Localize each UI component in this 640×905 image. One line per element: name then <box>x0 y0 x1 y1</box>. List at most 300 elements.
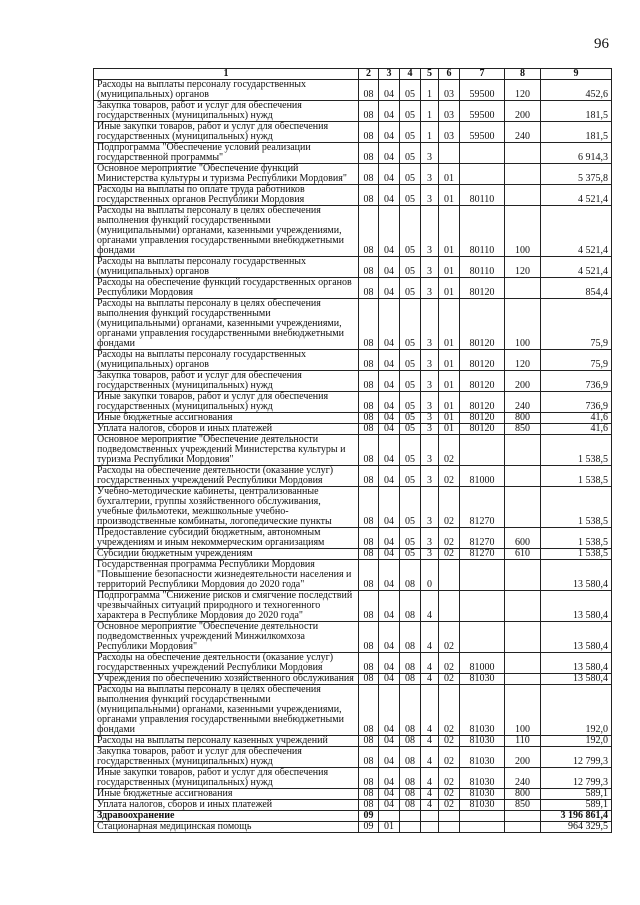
activity-cell: 01 <box>439 206 460 257</box>
activity-cell: 02 <box>439 435 460 466</box>
subsection-cell: 04 <box>379 143 400 164</box>
activity-cell: 02 <box>439 653 460 674</box>
activity-cell: 01 <box>439 392 460 413</box>
section-cell: 08 <box>359 299 379 350</box>
expense-type-cell: 100 <box>505 685 541 736</box>
expense-type-cell <box>505 164 541 185</box>
row-name-cell: Расходы на выплаты персоналу казенных учреждений <box>94 736 359 747</box>
subsection-cell: 04 <box>379 392 400 413</box>
subsection-cell: 04 <box>379 278 400 299</box>
amount-cell: 41,6 <box>541 424 612 435</box>
expense-type-cell: 120 <box>505 80 541 101</box>
program-cell: 05 <box>400 278 421 299</box>
subprogram-cell: 3 <box>421 206 439 257</box>
row-name-cell: Расходы на выплаты персоналу в целях обеспечения выполнения функций государственными (муниципальными) органами, казенными учреждениями, органами управления государственными внебюджетными фондами <box>94 685 359 736</box>
direction-cell: 59500 <box>460 101 505 122</box>
row-name-cell: Расходы на выплаты персоналу в целях обеспечения выполнения функций государственными (муниципальными) органами, казенными учреждениями, органами управления государственными внебюджетными фондами <box>94 299 359 350</box>
amount-cell: 75,9 <box>541 350 612 371</box>
row-name-cell: Расходы на выплаты персоналу в целях обеспечения выполнения функций государственными (муниципальными) органами, казенными учреждениями, органами управления государственными внебюджетными фондами <box>94 206 359 257</box>
section-cell: 08 <box>359 392 379 413</box>
row-name-cell: Уплата налогов, сборов и иных платежей <box>94 800 359 811</box>
activity-cell: 02 <box>439 736 460 747</box>
expense-type-cell: 800 <box>505 413 541 424</box>
direction-cell: 80110 <box>460 257 505 278</box>
subprogram-cell: 0 <box>421 560 439 591</box>
subsection-cell: 04 <box>379 80 400 101</box>
subprogram-cell: 3 <box>421 413 439 424</box>
direction-cell: 59500 <box>460 122 505 143</box>
subprogram-cell: 4 <box>421 800 439 811</box>
program-cell: 05 <box>400 528 421 549</box>
program-cell: 05 <box>400 164 421 185</box>
amount-cell: 12 799,3 <box>541 768 612 789</box>
activity-cell: 02 <box>439 768 460 789</box>
budget-table <box>93 68 612 833</box>
direction-cell: 80120 <box>460 371 505 392</box>
activity-cell: 02 <box>439 800 460 811</box>
row-name-cell: Стационарная медицинская помощь <box>94 822 359 833</box>
expense-type-cell <box>505 487 541 528</box>
activity-cell: 02 <box>439 685 460 736</box>
amount-cell: 1 538,5 <box>541 528 612 549</box>
expense-type-cell: 850 <box>505 800 541 811</box>
table-row <box>94 789 612 800</box>
program-cell: 08 <box>400 789 421 800</box>
activity-cell: 03 <box>439 101 460 122</box>
amount-cell: 192,0 <box>541 685 612 736</box>
section-cell: 08 <box>359 622 379 653</box>
direction-cell: 59500 <box>460 80 505 101</box>
column-header: 8 <box>505 69 541 80</box>
subprogram-cell: 1 <box>421 80 439 101</box>
activity-cell: 02 <box>439 549 460 560</box>
row-name-cell: Иные бюджетные ассигнования <box>94 413 359 424</box>
program-cell: 05 <box>400 350 421 371</box>
direction-cell <box>460 811 505 822</box>
subprogram-cell: 4 <box>421 674 439 685</box>
subsection-cell: 04 <box>379 164 400 185</box>
subsection-cell: 04 <box>379 685 400 736</box>
row-name-cell: Государственная программа Республики Мордовия "Повышение безопасности жизнедеятельности населения и территорий Республики Мордовия до 2020 года" <box>94 560 359 591</box>
table-row <box>94 800 612 811</box>
section-cell: 08 <box>359 435 379 466</box>
row-name-cell: Закупка товаров, работ и услуг для обеспечения государственных (муниципальных) нужд <box>94 747 359 768</box>
direction-cell: 81000 <box>460 466 505 487</box>
direction-cell <box>460 435 505 466</box>
table-row <box>94 736 612 747</box>
row-name-cell: Предоставление субсидий бюджетным, автономным учреждениям и иным некоммерческим организациям <box>94 528 359 549</box>
activity-cell: 02 <box>439 747 460 768</box>
row-name-cell: Иные закупки товаров, работ и услуг для обеспечения государственных (муниципальных) нужд <box>94 392 359 413</box>
expense-type-cell: 200 <box>505 101 541 122</box>
table-row <box>94 591 612 622</box>
program-cell: 08 <box>400 768 421 789</box>
activity-cell: 01 <box>439 424 460 435</box>
table-row <box>94 487 612 528</box>
amount-cell: 1 538,5 <box>541 549 612 560</box>
program-cell: 05 <box>400 206 421 257</box>
direction-cell: 81030 <box>460 747 505 768</box>
section-cell: 08 <box>359 143 379 164</box>
subprogram-cell: 3 <box>421 185 439 206</box>
column-header: 7 <box>460 69 505 80</box>
section-cell: 08 <box>359 257 379 278</box>
table-row <box>94 768 612 789</box>
subprogram-cell: 4 <box>421 685 439 736</box>
program-cell: 05 <box>400 435 421 466</box>
expense-type-cell: 110 <box>505 736 541 747</box>
section-cell: 08 <box>359 549 379 560</box>
section-cell: 08 <box>359 371 379 392</box>
program-cell: 08 <box>400 800 421 811</box>
expense-type-cell: 800 <box>505 789 541 800</box>
subsection-cell: 04 <box>379 747 400 768</box>
program-cell: 05 <box>400 487 421 528</box>
subprogram-cell: 3 <box>421 164 439 185</box>
direction-cell: 81270 <box>460 549 505 560</box>
column-header: 6 <box>439 69 460 80</box>
table-body <box>94 80 612 833</box>
subprogram-cell: 3 <box>421 350 439 371</box>
subsection-cell: 04 <box>379 789 400 800</box>
amount-cell: 854,4 <box>541 278 612 299</box>
subsection-cell: 04 <box>379 413 400 424</box>
program-cell: 05 <box>400 413 421 424</box>
row-name-cell: Расходы на выплаты персоналу государственных (муниципальных) органов <box>94 80 359 101</box>
direction-cell: 80120 <box>460 299 505 350</box>
direction-cell: 81000 <box>460 653 505 674</box>
subsection-cell: 04 <box>379 528 400 549</box>
column-header: 1 <box>94 69 359 80</box>
row-name-cell: Расходы на обеспечение деятельности (оказание услуг) государственных учреждений Республики Мордовия <box>94 653 359 674</box>
program-cell: 05 <box>400 101 421 122</box>
row-name-cell: Основное мероприятие "Обеспечение деятельности подведомственных учреждений Министерства культуры и туризма Республики Мордовия" <box>94 435 359 466</box>
section-cell: 09 <box>359 822 379 833</box>
row-name-cell: Расходы на выплаты персоналу государственных (муниципальных) органов <box>94 257 359 278</box>
subsection-cell: 04 <box>379 736 400 747</box>
direction-cell: 80120 <box>460 424 505 435</box>
subprogram-cell: 3 <box>421 371 439 392</box>
row-name-cell: Расходы на обеспечение деятельности (оказание услуг) государственных учреждений Республики Мордовия <box>94 466 359 487</box>
column-header: 4 <box>400 69 421 80</box>
amount-cell: 192,0 <box>541 736 612 747</box>
subprogram-cell: 1 <box>421 122 439 143</box>
direction-cell <box>460 560 505 591</box>
table-row <box>94 143 612 164</box>
table-row <box>94 466 612 487</box>
subsection-cell <box>379 811 400 822</box>
program-cell: 08 <box>400 685 421 736</box>
expense-type-cell: 850 <box>505 424 541 435</box>
section-cell: 08 <box>359 487 379 528</box>
subsection-cell: 04 <box>379 101 400 122</box>
expense-type-cell: 100 <box>505 299 541 350</box>
header-row <box>94 69 612 80</box>
section-cell: 08 <box>359 685 379 736</box>
table-row <box>94 413 612 424</box>
subprogram-cell: 3 <box>421 143 439 164</box>
amount-cell: 13 580,4 <box>541 622 612 653</box>
subprogram-cell: 3 <box>421 435 439 466</box>
table-row <box>94 101 612 122</box>
subprogram-cell: 3 <box>421 424 439 435</box>
subsection-cell: 04 <box>379 206 400 257</box>
table-row <box>94 122 612 143</box>
expense-type-cell <box>505 653 541 674</box>
program-cell: 05 <box>400 424 421 435</box>
program-cell: 08 <box>400 736 421 747</box>
row-name-cell: Закупка товаров, работ и услуг для обеспечения государственных (муниципальных) нужд <box>94 101 359 122</box>
subprogram-cell <box>421 811 439 822</box>
row-name-cell: Иные закупки товаров, работ и услуг для обеспечения государственных (муниципальных) нужд <box>94 768 359 789</box>
program-cell: 05 <box>400 80 421 101</box>
program-cell <box>400 822 421 833</box>
column-header: 9 <box>541 69 612 80</box>
subprogram-cell: 3 <box>421 392 439 413</box>
expense-type-cell <box>505 466 541 487</box>
activity-cell: 01 <box>439 350 460 371</box>
activity-cell: 01 <box>439 278 460 299</box>
table-row <box>94 435 612 466</box>
subsection-cell: 04 <box>379 674 400 685</box>
activity-cell <box>439 591 460 622</box>
subprogram-cell: 3 <box>421 487 439 528</box>
activity-cell: 02 <box>439 487 460 528</box>
subprogram-cell: 4 <box>421 747 439 768</box>
activity-cell: 02 <box>439 789 460 800</box>
subsection-cell: 04 <box>379 622 400 653</box>
table-row <box>94 674 612 685</box>
program-cell: 08 <box>400 653 421 674</box>
section-cell: 08 <box>359 122 379 143</box>
subsection-cell: 04 <box>379 371 400 392</box>
activity-cell: 01 <box>439 299 460 350</box>
direction-cell: 80120 <box>460 278 505 299</box>
row-name-cell: Иные закупки товаров, работ и услуг для обеспечения государственных (муниципальных) нужд <box>94 122 359 143</box>
section-cell: 08 <box>359 424 379 435</box>
section-cell: 08 <box>359 206 379 257</box>
table-row <box>94 811 612 822</box>
subprogram-cell: 4 <box>421 768 439 789</box>
subsection-cell: 04 <box>379 591 400 622</box>
table-row <box>94 424 612 435</box>
page-number: 96 <box>594 36 609 52</box>
activity-cell: 01 <box>439 371 460 392</box>
expense-type-cell <box>505 622 541 653</box>
activity-cell <box>439 811 460 822</box>
amount-cell: 41,6 <box>541 413 612 424</box>
table-row <box>94 206 612 257</box>
subsection-cell: 04 <box>379 549 400 560</box>
expense-type-cell <box>505 591 541 622</box>
section-cell: 08 <box>359 768 379 789</box>
amount-cell: 13 580,4 <box>541 674 612 685</box>
section-cell: 08 <box>359 653 379 674</box>
activity-cell: 01 <box>439 257 460 278</box>
row-name-cell: Иные бюджетные ассигнования <box>94 789 359 800</box>
row-name-cell: Подпрограмма "Снижение рисков и смягчение последствий чрезвычайных ситуаций природного и техногенного характера в Республике Мордовия до 2020 года" <box>94 591 359 622</box>
subsection-cell: 04 <box>379 653 400 674</box>
subsection-cell: 04 <box>379 350 400 371</box>
activity-cell: 02 <box>439 622 460 653</box>
table-row <box>94 164 612 185</box>
program-cell: 05 <box>400 143 421 164</box>
table-row <box>94 371 612 392</box>
subprogram-cell: 3 <box>421 257 439 278</box>
program-cell: 08 <box>400 747 421 768</box>
amount-cell: 736,9 <box>541 392 612 413</box>
amount-cell: 589,1 <box>541 800 612 811</box>
subprogram-cell: 4 <box>421 591 439 622</box>
row-name-cell: Основное мероприятие "Обеспечение деятельности подведомственных учреждений Минжилкомхоза Республики Мордовия" <box>94 622 359 653</box>
direction-cell: 81030 <box>460 789 505 800</box>
direction-cell: 80110 <box>460 185 505 206</box>
activity-cell: 02 <box>439 466 460 487</box>
program-cell: 05 <box>400 549 421 560</box>
amount-cell: 4 521,4 <box>541 206 612 257</box>
expense-type-cell: 240 <box>505 122 541 143</box>
amount-cell: 1 538,5 <box>541 487 612 528</box>
section-cell: 08 <box>359 747 379 768</box>
amount-cell: 13 580,4 <box>541 591 612 622</box>
row-name-cell: Здравоохранение <box>94 811 359 822</box>
section-cell: 08 <box>359 413 379 424</box>
amount-cell: 4 521,4 <box>541 185 612 206</box>
activity-cell: 02 <box>439 674 460 685</box>
direction-cell: 81030 <box>460 685 505 736</box>
expense-type-cell: 600 <box>505 528 541 549</box>
program-cell <box>400 811 421 822</box>
section-cell: 08 <box>359 800 379 811</box>
table-row <box>94 549 612 560</box>
table-row <box>94 653 612 674</box>
amount-cell: 12 799,3 <box>541 747 612 768</box>
activity-cell <box>439 560 460 591</box>
section-cell: 08 <box>359 466 379 487</box>
expense-type-cell <box>505 435 541 466</box>
column-header: 3 <box>379 69 400 80</box>
activity-cell: 03 <box>439 80 460 101</box>
amount-cell: 6 914,3 <box>541 143 612 164</box>
direction-cell <box>460 164 505 185</box>
subsection-cell: 04 <box>379 424 400 435</box>
section-cell: 08 <box>359 560 379 591</box>
table-row <box>94 622 612 653</box>
subsection-cell: 04 <box>379 800 400 811</box>
subprogram-cell <box>421 822 439 833</box>
subsection-cell: 04 <box>379 768 400 789</box>
amount-cell: 589,1 <box>541 789 612 800</box>
direction-cell: 81030 <box>460 736 505 747</box>
activity-cell: 01 <box>439 413 460 424</box>
amount-cell: 736,9 <box>541 371 612 392</box>
row-name-cell: Субсидии бюджетным учреждениям <box>94 549 359 560</box>
activity-cell <box>439 143 460 164</box>
direction-cell: 81030 <box>460 674 505 685</box>
program-cell: 05 <box>400 257 421 278</box>
direction-cell <box>460 822 505 833</box>
table-row <box>94 560 612 591</box>
expense-type-cell <box>505 811 541 822</box>
program-cell: 05 <box>400 371 421 392</box>
subsection-cell: 01 <box>379 822 400 833</box>
direction-cell <box>460 143 505 164</box>
direction-cell: 80110 <box>460 206 505 257</box>
expense-type-cell: 120 <box>505 350 541 371</box>
amount-cell: 964 329,5 <box>541 822 612 833</box>
amount-cell: 13 580,4 <box>541 560 612 591</box>
section-cell: 08 <box>359 789 379 800</box>
expense-type-cell: 100 <box>505 206 541 257</box>
table-row <box>94 350 612 371</box>
row-name-cell: Учреждения по обеспечению хозяйственного обслуживания <box>94 674 359 685</box>
activity-cell: 03 <box>439 122 460 143</box>
amount-cell: 181,5 <box>541 101 612 122</box>
row-name-cell: Расходы на обеспечение функций государственных органов Республики Мордовия <box>94 278 359 299</box>
amount-cell: 452,6 <box>541 80 612 101</box>
subsection-cell: 04 <box>379 122 400 143</box>
subsection-cell: 04 <box>379 466 400 487</box>
row-name-cell: Подпрограмма "Обеспечение условий реализации государственной программы" <box>94 143 359 164</box>
subprogram-cell: 4 <box>421 622 439 653</box>
subprogram-cell: 3 <box>421 466 439 487</box>
table-row <box>94 185 612 206</box>
section-cell: 08 <box>359 674 379 685</box>
section-cell: 08 <box>359 278 379 299</box>
subprogram-cell: 4 <box>421 789 439 800</box>
activity-cell: 01 <box>439 185 460 206</box>
direction-cell: 80120 <box>460 413 505 424</box>
row-name-cell: Расходы на выплаты персоналу государственных (муниципальных) органов <box>94 350 359 371</box>
program-cell: 08 <box>400 560 421 591</box>
activity-cell: 02 <box>439 528 460 549</box>
expense-type-cell: 200 <box>505 747 541 768</box>
section-cell: 08 <box>359 80 379 101</box>
row-name-cell: Основное мероприятие "Обеспечение функций Министерства культуры и туризма Республики Мордовия" <box>94 164 359 185</box>
row-name-cell: Закупка товаров, работ и услуг для обеспечения государственных (муниципальных) нужд <box>94 371 359 392</box>
program-cell: 05 <box>400 392 421 413</box>
expense-type-cell: 610 <box>505 549 541 560</box>
activity-cell: 01 <box>439 164 460 185</box>
direction-cell: 81270 <box>460 528 505 549</box>
direction-cell: 81030 <box>460 768 505 789</box>
expense-type-cell <box>505 278 541 299</box>
expense-type-cell: 120 <box>505 257 541 278</box>
direction-cell <box>460 591 505 622</box>
expense-type-cell <box>505 185 541 206</box>
expense-type-cell: 240 <box>505 392 541 413</box>
subsection-cell: 04 <box>379 257 400 278</box>
subprogram-cell: 4 <box>421 736 439 747</box>
table-row <box>94 299 612 350</box>
section-cell: 08 <box>359 350 379 371</box>
section-cell: 08 <box>359 528 379 549</box>
program-cell: 05 <box>400 299 421 350</box>
section-cell: 08 <box>359 736 379 747</box>
subprogram-cell: 1 <box>421 101 439 122</box>
direction-cell: 80120 <box>460 392 505 413</box>
subsection-cell: 04 <box>379 487 400 528</box>
direction-cell <box>460 622 505 653</box>
table-row <box>94 528 612 549</box>
direction-cell: 81030 <box>460 800 505 811</box>
table-row <box>94 80 612 101</box>
subprogram-cell: 3 <box>421 278 439 299</box>
subprogram-cell: 3 <box>421 299 439 350</box>
amount-cell: 1 538,5 <box>541 466 612 487</box>
program-cell: 08 <box>400 591 421 622</box>
column-header: 5 <box>421 69 439 80</box>
